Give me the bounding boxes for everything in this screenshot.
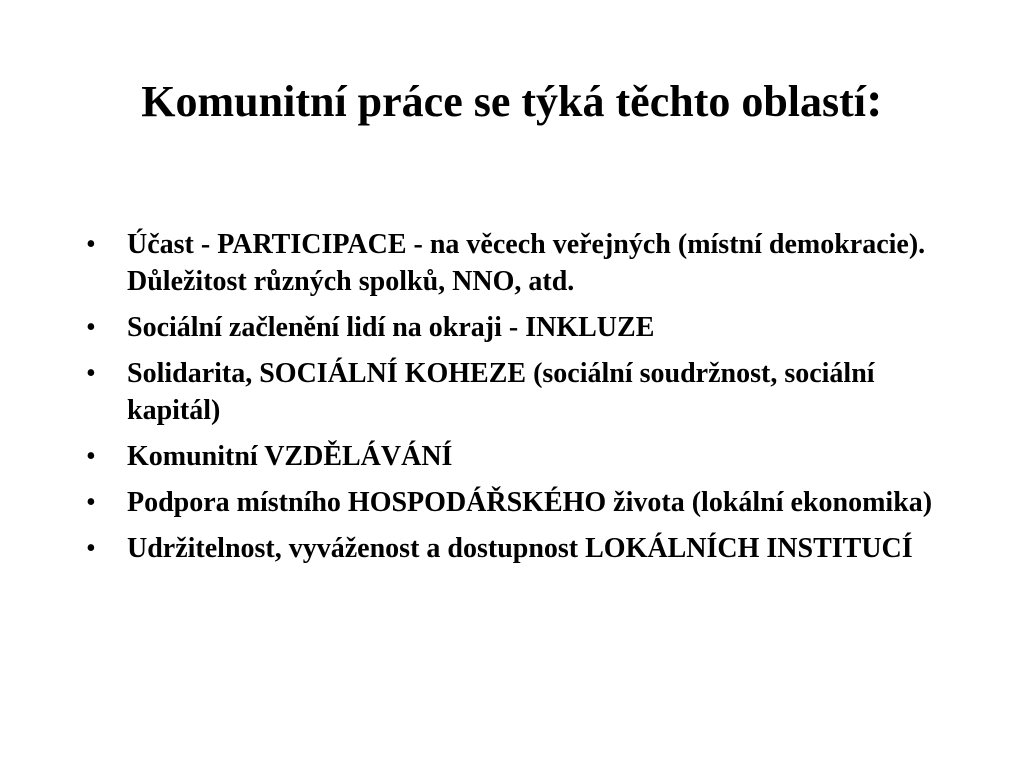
- bullet-icon: •: [86, 358, 96, 389]
- bullet-text: Podpora místního HOSPODÁŘSKÉHO života (lokální ekonomika): [127, 487, 933, 518]
- slide-title-text: Komunitní práce se týká těchto oblastí: [141, 77, 867, 126]
- bullet-item-participation: [86, 226, 956, 300]
- bullet-item-inclusion: [86, 309, 956, 346]
- bullet-text: Účast - PARTICIPACE - na věcech veřejných (místní demokracie). Důležitost různých spolků, NNO, atd.: [127, 229, 926, 297]
- bullet-icon: •: [86, 487, 96, 518]
- bullet-icon: •: [86, 229, 96, 260]
- bullet-icon: •: [86, 312, 96, 343]
- bullet-icon: •: [86, 441, 96, 472]
- bullet-icon: •: [86, 533, 96, 564]
- bullet-item-institutions: [86, 530, 956, 567]
- bullet-text: Solidarita, SOCIÁLNÍ KOHEZE (sociální soudržnost, sociální kapitál): [127, 358, 875, 426]
- slide-title: [112, 70, 912, 131]
- bullet-list: [86, 226, 956, 576]
- bullet-item-economy: [86, 484, 956, 521]
- bullet-item-education: [86, 438, 956, 475]
- bullet-text: Komunitní VZDĚLÁVÁNÍ: [127, 441, 453, 472]
- slide-title-colon: :: [866, 71, 883, 127]
- bullet-item-cohesion: [86, 355, 956, 429]
- bullet-text: Udržitelnost, vyváženost a dostupnost LOKÁLNÍCH INSTITUCÍ: [127, 533, 913, 564]
- bullet-text: Sociální začlenění lidí na okraji - INKLUZE: [127, 312, 655, 343]
